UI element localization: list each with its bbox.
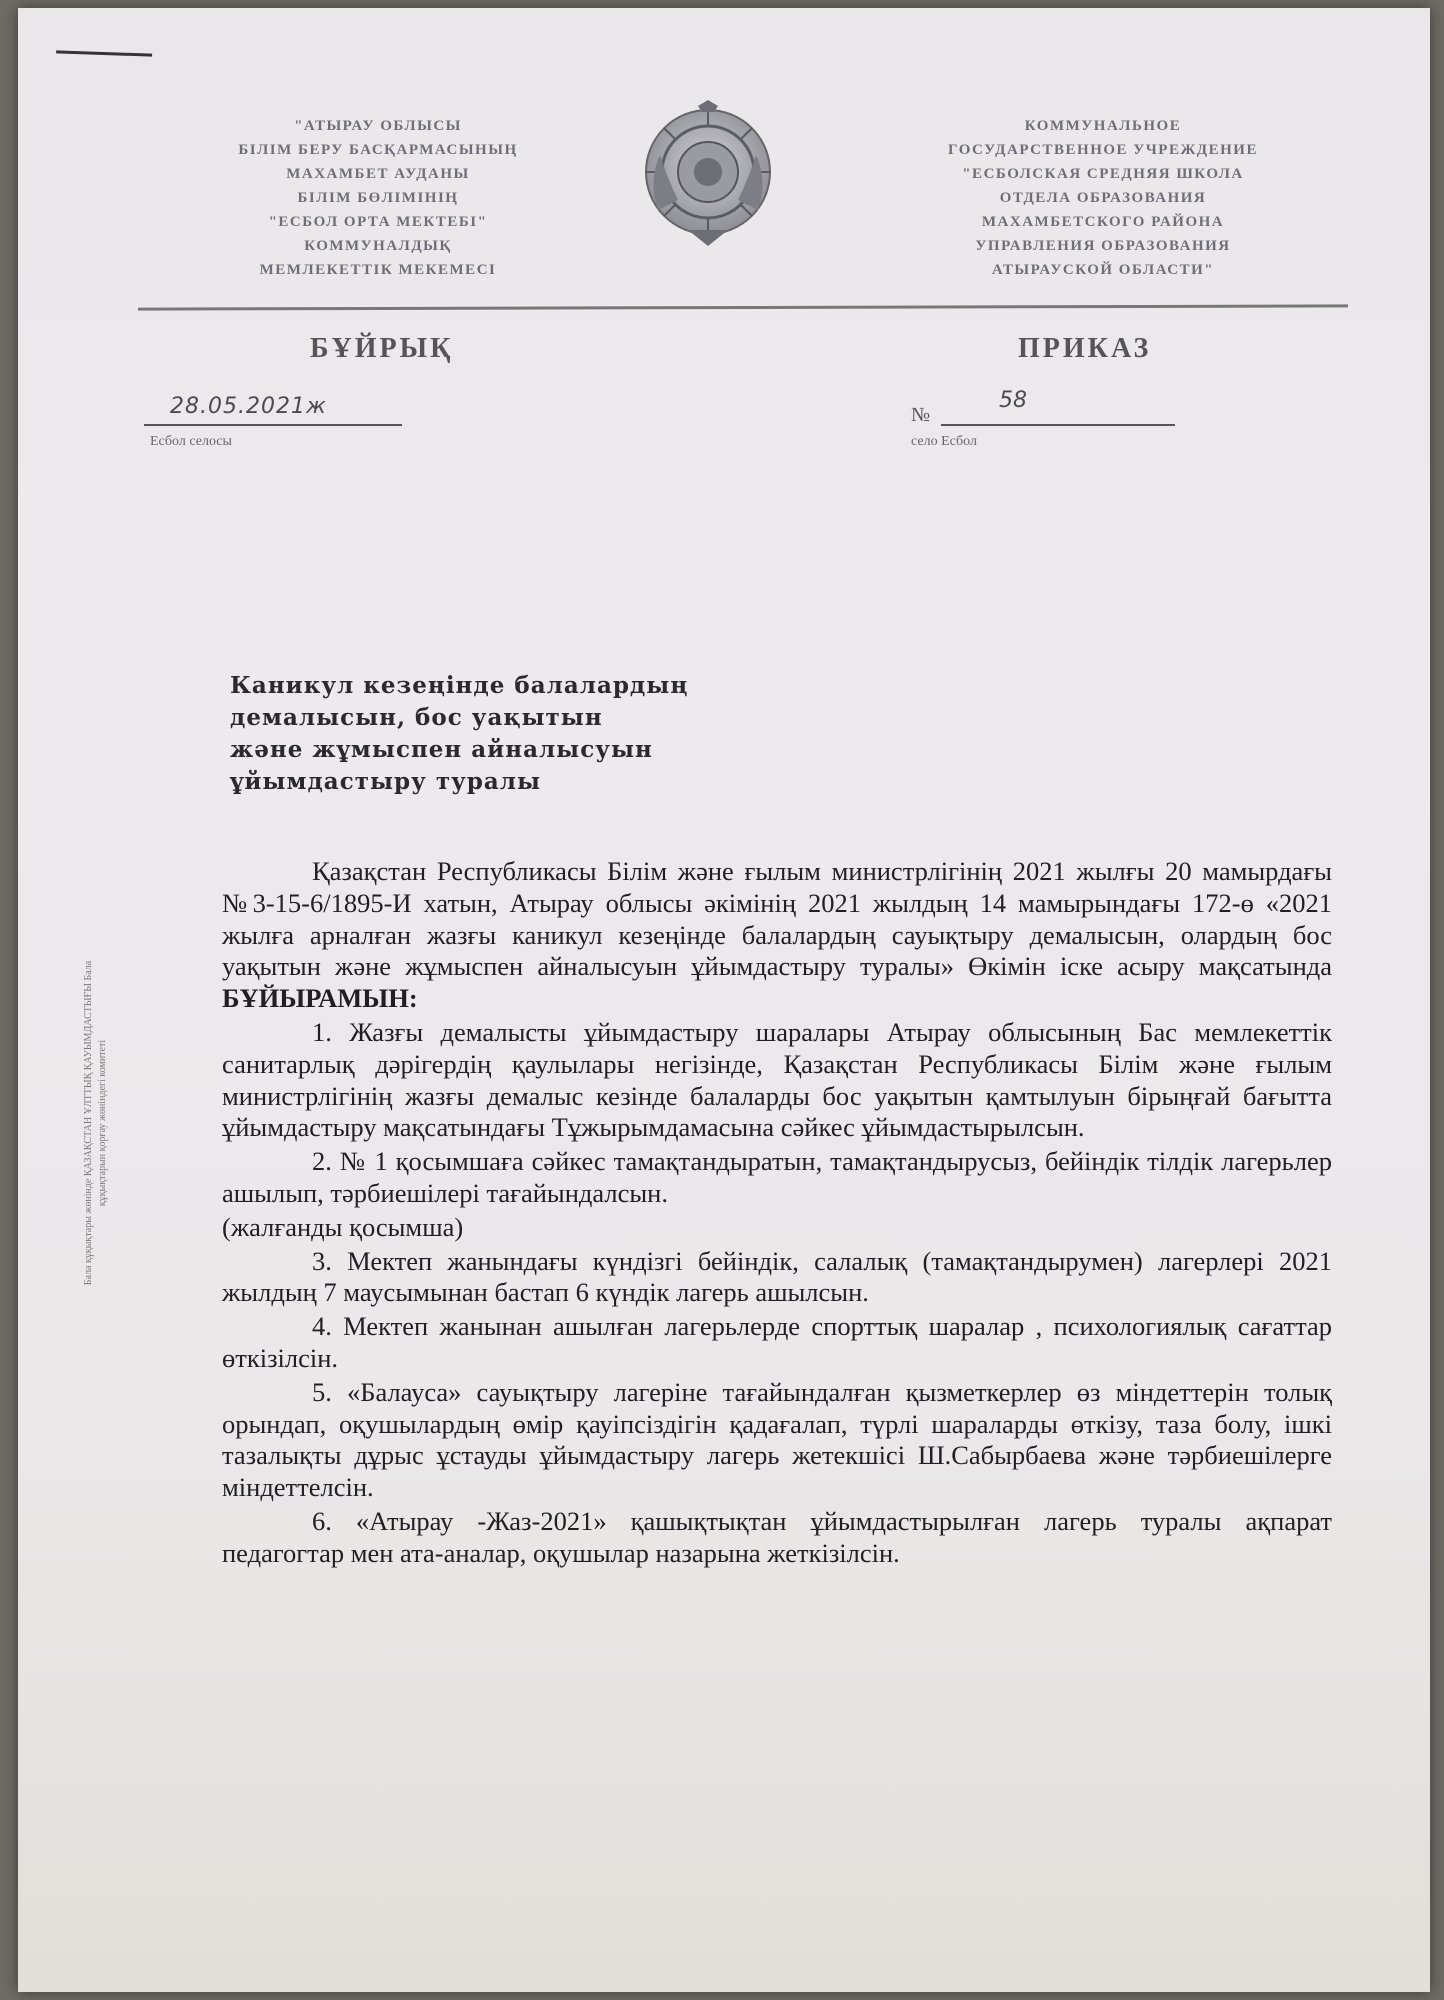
- order-item: 3. Мектеп жанындағы күндізгі бейіндік, салалық (тамақтандырумен) лагерлері 2021 жылдың 7 маусымынан бастап 6 күндік лагерь ашылсын.: [222, 1245, 1332, 1308]
- order-item: 1. Жазғы демалысты ұйымдастыру шаралары Атырау облысының Бас мемлекеттік санитарлық дәрігердің қаулылары негізінде, Қазақстан Республикасы Білім және ғылым министрлігінің жазғы демалыс кезінде балаларды бос уақытын қамтылуын бірыңғай бағытта ұйымдастыру мақсатындағы Тұжырымдамасына сәйкес ұйымдастырылсын.: [222, 1016, 1332, 1143]
- header-line: МЕМЛЕКЕТТІК МЕКЕМЕСІ: [259, 262, 497, 278]
- doc-type-ru: ПРИКАЗ: [1018, 333, 1152, 364]
- header-line: КОММУНАЛДЫҚ: [304, 238, 452, 254]
- number-underline: [941, 424, 1175, 426]
- order-item: 6. «Атырау -Жаз-2021» қашықтықтан ұйымдастырылған лагерь туралы ақпарат педагогтар мен ата-аналар, оқушылар назарына жеткізілсін.: [222, 1505, 1332, 1568]
- header-line: БІЛІМ БЕРУ БАСҚАРМАСЫНЫҢ: [238, 142, 518, 158]
- header-line: КОММУНАЛЬНОЕ: [1024, 118, 1182, 134]
- header-org-kz: [168, 114, 588, 282]
- place-label-kz: Есбол селосы: [150, 434, 232, 449]
- attachment-note: (жалғанды қосымша): [222, 1211, 464, 1242]
- preamble-text: Қазақстан Республикасы Білім және ғылым министрлігінің 2021 жылғы 20 мамырдағы №3-15-6/1895-И хатын, Атырау облысы әкімінің 2021 жылдың 14 мамырындағы 172-ө «2021 жылға арналған жазғы каникул кезеңінде балалардың сауықтыру демалысын, олардың бос уақытын және жұмыспен айналысуын ұйымдастыру туралы» Өкімін іске асыру мақсатында: [222, 856, 1332, 982]
- document-page: [18, 8, 1430, 1992]
- header-line: МАХАМБЕТ АУДАНЫ: [286, 166, 470, 182]
- header-line: МАХАМБЕТСКОГО РАЙОНА: [981, 214, 1225, 230]
- preamble-paragraph: [222, 856, 1332, 1015]
- place-label-ru: село Есбол: [911, 434, 977, 449]
- subject-line: демалысын, бос уақытын: [230, 704, 603, 731]
- subject-line: және жұмыспен айналысуын: [230, 736, 653, 763]
- order-item: 5. «Балауса» сауықтыру лагеріне тағайындалған қызметкерлер өз міндеттерін толық орындап, оқушылардың өмір қауіпсіздігін қадағалап, түрлі шараларды өткізу, таза болу, ішкі тазалықты дұрыс ұстауды ұйымдастыру лагерь жетекшісі Ш.Сабырбаева және тәрбиешілерге міндеттелсін.: [222, 1376, 1332, 1503]
- header-line: "ЕСБОЛ ОРТА МЕКТЕБІ": [268, 214, 488, 230]
- handwritten-date: 28.05.2021ж: [170, 394, 327, 419]
- order-item: 2. № 1 қосымшаға сәйкес тамақтандыратын, тамақтандырусыз, бейіндік тілдік лагерьлер ашылып, тәрбиешілері тағайындалсын.: [222, 1146, 1332, 1208]
- handwritten-number: 58: [999, 388, 1027, 413]
- side-stamp-text: Бала құқықтары жөнінде ҚАЗАҚСТАН ҰЛТТЫҚ ҚАУЫМДАСТЫҒЫ Бала құқықтарын қорғау жөніндегі комитеті: [83, 960, 108, 1286]
- header-line: ГОСУДАРСТВЕННОЕ УЧРЕЖДЕНИЕ: [948, 142, 1258, 158]
- header-line: "ЕСБОЛСКАЯ СРЕДНЯЯ ШКОЛА: [962, 166, 1244, 182]
- header-line: УПРАВЛЕНИЯ ОБРАЗОВАНИЯ: [975, 238, 1231, 254]
- header-line: ОТДЕЛА ОБРАЗОВАНИЯ: [999, 190, 1207, 206]
- date-field: [144, 392, 402, 426]
- order-keyword: БҰЙЫРАМЫН:: [222, 983, 418, 1014]
- header-line: АТЫРАУСКОЙ ОБЛАСТИ": [991, 262, 1215, 278]
- subject-line: Каникул кезеңінде балалардың: [230, 672, 689, 699]
- order-body: [222, 856, 1332, 1572]
- header-divider: [138, 304, 1348, 310]
- number-sign: №: [911, 404, 931, 426]
- header-org-ru: [878, 114, 1328, 282]
- state-emblem-icon: [638, 100, 778, 250]
- order-item: 4. Мектеп жанынан ашылған лагерьлерде спорттық шаралар , психологиялық сағаттар өткізілсін.: [222, 1311, 1332, 1373]
- header-line: "АТЫРАУ ОБЛЫСЫ: [294, 118, 462, 134]
- pen-mark: [56, 50, 152, 62]
- subject-line: ұйымдастыру туралы: [230, 768, 542, 795]
- order-subject: [230, 670, 750, 798]
- doc-type-kz: БҰЙРЫҚ: [310, 333, 454, 364]
- header-line: БІЛІМ БӨЛІМІНІҢ: [297, 190, 459, 206]
